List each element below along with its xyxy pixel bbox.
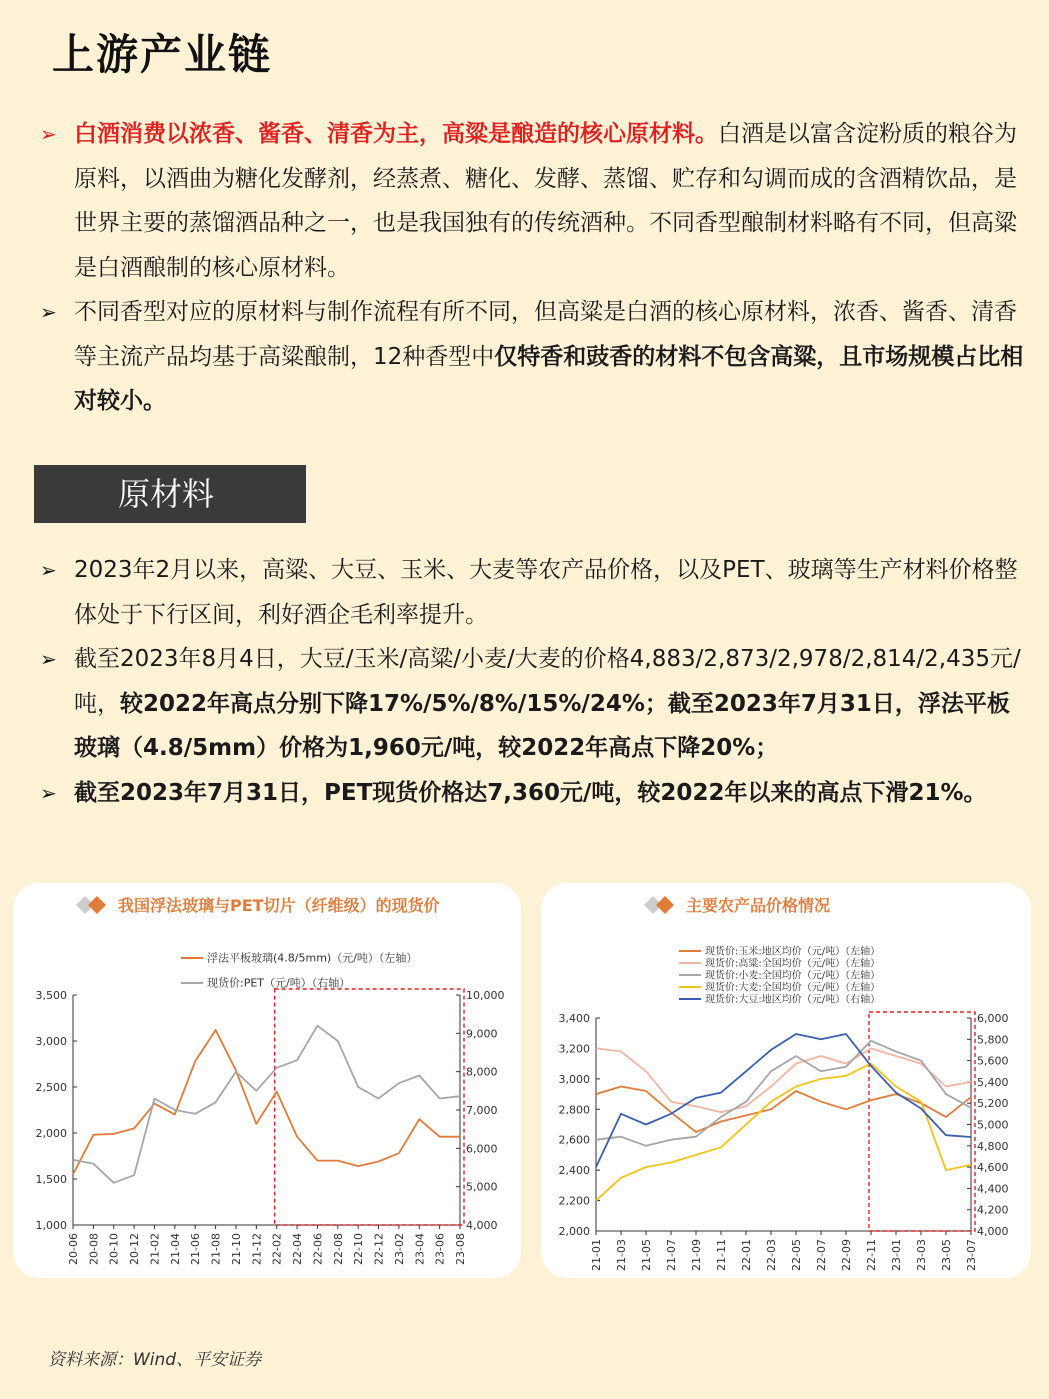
x-tick-label: 22-02 [270, 1233, 284, 1265]
bullet-bold: 截至2023年7月31日，PET现货价格达7,360元/吨，较2022年以来的高点下滑21%。 [74, 779, 987, 806]
bullet-item [40, 290, 1025, 424]
y-tick-label: 3,000 [558, 1072, 590, 1086]
arrow-icon: ➢ [40, 122, 57, 146]
y-tick-label: 4,000 [466, 1219, 498, 1232]
chart-reflection [541, 1282, 1031, 1382]
legend-label: 现货价:大豆:地区均价（元/吨）（右轴） [705, 994, 881, 1006]
y-tick-label: 2,600 [558, 1133, 590, 1147]
y-tick-label: 2,400 [558, 1164, 590, 1178]
x-tick-label: 20-10 [107, 1233, 121, 1265]
bullet-body: 截至2023年8月4日，大豆/玉米/高粱/小麦/大麦的价格4,883/2,873/2,978/2,814/2,435元/吨， [74, 646, 1021, 717]
x-tick-label: 21-08 [209, 1233, 223, 1265]
y-tick-label: 7,000 [466, 1104, 498, 1117]
bullet-lead: 白酒消费以浓香、酱香、清香为主，高粱是酿造的核心原材料。 [74, 121, 718, 147]
x-tick-label: 22-05 [790, 1239, 803, 1271]
y-tick-label: 5,400 [977, 1075, 1009, 1089]
bullet-item [40, 548, 1025, 637]
arrow-icon: ➢ [40, 647, 57, 671]
y-tick-label: 3,200 [558, 1042, 590, 1056]
chart-card-glass-pet [13, 883, 521, 1278]
chart-agri-prices [541, 883, 1031, 1278]
diamond-icon [656, 896, 674, 914]
y-tick-label: 4,400 [977, 1182, 1009, 1196]
y-tick-label: 4,600 [977, 1161, 1009, 1175]
chart-title: 主要农产品价格情况 [686, 896, 831, 915]
y-tick-label: 10,000 [466, 989, 505, 1002]
x-tick-label: 23-03 [915, 1239, 928, 1271]
x-tick-label: 21-01 [590, 1239, 603, 1271]
x-tick-label: 20-06 [67, 1233, 80, 1265]
y-tick-label: 4,000 [977, 1225, 1009, 1238]
bullet-item [40, 771, 1025, 816]
bullet-body: 不同香型对应的原材料与制作流程有所不同，但高粱是白酒的核心原材料，浓香、酱香、清香等主流产品均基于高粱酿制，12种香型中 [74, 299, 1017, 370]
y-tick-label: 4,200 [977, 1203, 1009, 1217]
x-tick-label: 21-04 [168, 1233, 182, 1265]
legend-label: 现货价:小麦:全国均价（元/吨）（左轴） [705, 970, 881, 982]
chart-card-agri [541, 883, 1031, 1278]
y-tick-label: 5,200 [977, 1097, 1009, 1111]
x-tick-label: 21-07 [665, 1239, 678, 1271]
series-line [73, 1026, 460, 1183]
x-tick-label: 21-09 [690, 1239, 703, 1271]
x-tick-label: 22-08 [331, 1233, 345, 1265]
x-tick-label: 22-07 [815, 1239, 828, 1271]
y-tick-label: 4,800 [977, 1139, 1009, 1153]
y-tick-label: 3,400 [558, 1012, 590, 1025]
x-tick-label: 20-12 [128, 1233, 142, 1265]
x-tick-label: 23-06 [433, 1233, 447, 1265]
bottom-bullets [40, 548, 1025, 815]
diamond-icon [88, 896, 106, 914]
x-tick-label: 22-11 [865, 1239, 878, 1271]
y-tick-label: 2,800 [558, 1103, 590, 1117]
y-tick-label: 5,800 [977, 1033, 1009, 1047]
y-tick-label: 5,600 [977, 1054, 1009, 1068]
x-tick-label: 23-01 [890, 1239, 903, 1271]
x-tick-label: 22-01 [740, 1239, 753, 1271]
y-tick-label: 9,000 [466, 1027, 498, 1041]
x-tick-label: 23-07 [965, 1239, 978, 1271]
legend-label: 现货价:玉米:地区均价（元/吨）（左轴） [705, 946, 881, 958]
bullet-bold: 仅特香和豉香的材料不包含高粱，且市场规模占比相对较小。 [74, 343, 1024, 414]
y-tick-label: 6,000 [977, 1012, 1009, 1025]
x-tick-label: 23-05 [940, 1239, 953, 1271]
highlight-box [275, 989, 464, 1225]
x-tick-label: 21-06 [189, 1233, 203, 1265]
arrow-icon: ➢ [40, 300, 57, 324]
legend-label: 浮法平板玻璃(4.8/5mm)（元/吨）（左轴） [207, 951, 418, 965]
x-tick-label: 22-12 [372, 1233, 386, 1265]
y-tick-label: 2,200 [558, 1194, 590, 1208]
x-tick-label: 22-06 [311, 1233, 325, 1265]
legend-label: 现货价:高粱:全国均价（元/吨）（左轴） [705, 958, 881, 970]
series-line [596, 1064, 971, 1201]
y-tick-label: 1,500 [35, 1173, 67, 1186]
series-line [73, 1030, 460, 1174]
x-tick-label: 21-05 [640, 1239, 653, 1271]
x-tick-label: 23-02 [392, 1233, 406, 1265]
chart-glass-pet [13, 883, 521, 1278]
y-tick-label: 3,000 [35, 1035, 67, 1048]
x-tick-label: 23-08 [454, 1233, 467, 1265]
top-bullets [40, 112, 1025, 424]
x-tick-label: 21-10 [229, 1233, 243, 1265]
page-title: 上游产业链 [52, 30, 273, 79]
y-tick-label: 2,500 [35, 1081, 67, 1094]
legend-label: 现货价:PET（元/吨）（右轴） [207, 976, 351, 990]
y-tick-label: 5,000 [466, 1180, 498, 1194]
bullet-item [40, 637, 1025, 771]
x-tick-label: 22-09 [840, 1239, 853, 1271]
source-note: 资料来源：Wind、平安证券 [48, 1350, 262, 1370]
y-tick-label: 6,000 [466, 1142, 498, 1156]
bullet-bold: 较2022年高点分别下降17%/5%/8%/15%/24%；截至2023年7月31日，浮法平板玻璃（4.8/5mm）价格为1,960元/吨，较2022年高点下降20%； [74, 690, 1010, 761]
arrow-icon: ➢ [40, 780, 57, 805]
x-tick-label: 22-10 [352, 1233, 366, 1265]
y-tick-label: 5,000 [977, 1118, 1009, 1132]
y-tick-label: 2,000 [558, 1225, 590, 1238]
y-tick-label: 8,000 [466, 1065, 498, 1079]
bullet-item [40, 112, 1025, 290]
x-tick-label: 21-12 [250, 1233, 264, 1265]
section-label: 原材料 [34, 465, 306, 523]
x-tick-label: 21-03 [615, 1239, 628, 1271]
y-tick-label: 1,000 [35, 1219, 67, 1232]
arrow-icon: ➢ [40, 558, 57, 582]
legend-label: 现货价:大麦:全国均价（元/吨）（左轴） [705, 982, 881, 994]
x-tick-label: 22-04 [291, 1233, 305, 1265]
highlight-box [869, 1012, 975, 1231]
chart-title: 我国浮法玻璃与PET切片（纤维级）的现货价 [118, 896, 440, 915]
x-tick-label: 20-08 [87, 1233, 101, 1265]
x-tick-label: 23-04 [413, 1233, 427, 1265]
y-tick-label: 2,000 [35, 1127, 67, 1140]
x-tick-label: 21-02 [148, 1233, 162, 1265]
bullet-body: 白酒是以富含淀粉质的粮谷为原料，以酒曲为糖化发酵剂，经蒸煮、糖化、发酵、蒸馏、贮存和勾调而成的含酒精饮品，是世界主要的蒸馏酒品种之一，也是我国独有的传统酒种。不同香型酿制材料略有不同，但高粱是白酒酿制的核心原材料。 [74, 121, 1017, 281]
bullet-body: 2023年2月以来，高粱、大豆、玉米、大麦等农产品价格，以及PET、玻璃等生产材料价格整体处于下行区间，利好酒企毛利率提升。 [74, 557, 1018, 628]
x-tick-label: 22-03 [765, 1239, 778, 1271]
y-tick-label: 3,500 [35, 989, 67, 1002]
x-tick-label: 21-11 [715, 1239, 728, 1271]
